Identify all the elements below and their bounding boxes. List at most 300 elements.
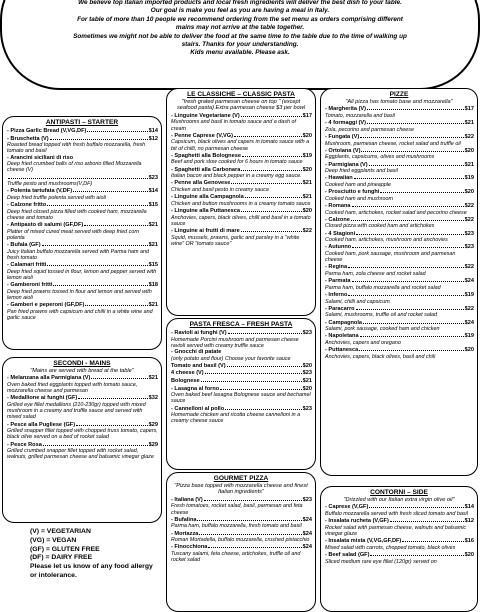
menu-item-price: $23 bbox=[302, 370, 312, 377]
dot-leader bbox=[199, 530, 301, 535]
menu-item-price: $15 bbox=[148, 262, 158, 269]
menu-item-name: 4 cheese (V) bbox=[171, 370, 204, 377]
dot-leader bbox=[73, 187, 148, 192]
menu-item-name: - Gamberi e peperoni (GF,DF) bbox=[7, 302, 85, 309]
menu-item-name: - Caprese (V,GF) bbox=[325, 504, 369, 511]
menu-item-name: - Autunno bbox=[325, 244, 352, 251]
menu-item-price: $23 bbox=[302, 496, 312, 503]
menu-item-price: $21 bbox=[148, 375, 158, 382]
menu-item-name: - Pesce Rosa bbox=[7, 441, 42, 448]
pizze-subtitle: "All pizza has tomato base and mozzarella" bbox=[345, 99, 453, 105]
menu-item-name: - Puttanesca bbox=[325, 347, 359, 354]
gourmet-section bbox=[166, 472, 316, 612]
menu-item-price: $14 bbox=[148, 128, 158, 134]
menu-item-name: - Penne Caprese (V,VG) bbox=[171, 132, 233, 139]
menu-item-name: - Spaghetti alla Carbonara bbox=[171, 166, 241, 173]
menu-item-description: Mixed salad with carrots, chopped tomato, black olives bbox=[325, 544, 456, 551]
menu-item-price: $14 bbox=[464, 504, 474, 511]
menu-item-price: $24 bbox=[302, 544, 312, 551]
dot-leader bbox=[369, 161, 464, 166]
menu-item bbox=[325, 291, 474, 299]
menu-item bbox=[171, 496, 312, 504]
dot-leader bbox=[85, 301, 147, 306]
menu-item bbox=[325, 161, 474, 169]
menu-item-description: Parma ham, buffalo mozzarella, fresh tomato and basil bbox=[171, 523, 302, 530]
secondi-title: SECONDI - MAINS bbox=[53, 360, 111, 367]
menu-item bbox=[171, 179, 312, 187]
menu-item-name: - Insalata mista (V,VG,GF,DF) bbox=[325, 538, 402, 545]
menu-item-name: - Linguine alla Campagnola bbox=[171, 194, 244, 201]
menu-item-price: $19 bbox=[302, 152, 312, 159]
menu-item-description: Roman Mortadella, buffalo mozzarella, crushed pistacchio bbox=[171, 537, 310, 544]
menu-item-price: $22 bbox=[302, 228, 312, 234]
menu-item-name: - Linguine alla Puttanesca bbox=[171, 208, 241, 214]
menu-item-price: $24 bbox=[302, 530, 312, 537]
menu-item-description: Cooked ham, artichokes, rocket salad and pecorino cheese bbox=[325, 209, 467, 216]
menu-item bbox=[7, 187, 158, 195]
intro-lines bbox=[0, 0, 480, 58]
menu-item bbox=[325, 332, 474, 340]
pizze-list bbox=[321, 105, 477, 360]
menu-item-description: Deep fried prawns tossed in flour and lemon and served with lemon aioli bbox=[7, 288, 152, 301]
menu-item-description: Parma ham, zola cheese and rocket salad bbox=[325, 270, 426, 277]
dot-leader bbox=[241, 207, 302, 212]
secondi-section bbox=[2, 357, 162, 523]
dot-leader bbox=[225, 405, 302, 410]
menu-item-name: - Campagnola bbox=[325, 319, 362, 326]
dot-leader bbox=[356, 305, 464, 310]
menu-item bbox=[325, 202, 474, 210]
fresca-title: PASTA FRESCA – FRESH PASTA bbox=[189, 321, 293, 328]
menu-item-price: $12 bbox=[148, 135, 158, 142]
menu-item-price: $20 bbox=[464, 552, 474, 558]
menu-item-name: - Italiana (V) bbox=[171, 496, 203, 503]
menu-item-description: Parma ham, buffalo mozzarella and rocket salad bbox=[325, 284, 441, 291]
menu-item-price: $17 bbox=[302, 112, 312, 119]
menu-item bbox=[325, 105, 474, 113]
menu-item bbox=[7, 241, 158, 249]
menu-item bbox=[171, 207, 312, 215]
menu-item-price: $20 bbox=[302, 208, 312, 214]
menu-item-description: Capsicum, black olives and capers in tomato sauce with a bit of chilli, no parmesan cheese bbox=[171, 139, 310, 152]
menu-item-price: $16 bbox=[464, 538, 474, 545]
pizze-section bbox=[320, 88, 478, 476]
intro-line: mains may not arrive at the table together. bbox=[175, 24, 305, 32]
menu-item-description: Chicken and basil pesto in creamy sauce bbox=[171, 187, 269, 193]
menu-item bbox=[171, 369, 312, 377]
menu-item-name: - Medallione ai funghi (GF) bbox=[7, 395, 78, 402]
menu-item-name: - Calzone bbox=[325, 216, 350, 223]
dot-leader bbox=[53, 281, 147, 286]
menu-item-description: Buffalo mozzarella served with fresh sliced tomato and basil bbox=[325, 511, 468, 517]
dot-leader bbox=[369, 503, 463, 508]
menu-item-price: $17 bbox=[464, 106, 474, 113]
dot-leader bbox=[245, 193, 302, 198]
menu-item-description: Platter of mixed cured meat served with deep fried corn polenta bbox=[7, 228, 140, 241]
menu-item-name: - Pizza Garlic Bread (V,VG,DF) bbox=[7, 128, 87, 134]
dot-leader bbox=[234, 132, 302, 137]
dot-leader bbox=[227, 362, 302, 367]
menu-item-name: - Linguine ai frutti di mare bbox=[171, 228, 240, 234]
menu-item bbox=[171, 329, 312, 337]
dot-leader bbox=[78, 394, 147, 399]
menu-item-name: - Cannelloni al pollo bbox=[171, 405, 225, 412]
menu-item-price: $23 bbox=[302, 330, 312, 336]
menu-item-price: $21 bbox=[148, 242, 158, 249]
menu-item-name: - Beef salad (GF) bbox=[325, 552, 370, 558]
antipasti-list bbox=[3, 127, 161, 321]
dot-leader bbox=[351, 216, 464, 221]
dot-leader bbox=[380, 188, 463, 193]
dot-leader bbox=[204, 496, 302, 501]
menu-item-name: - Insalata rucheta (V,GF) bbox=[325, 518, 389, 525]
menu-item-description: Sliced medium rare eye fillet (120gr) served on bbox=[325, 558, 437, 565]
dot-leader bbox=[363, 319, 464, 324]
menu-item-price: $24 bbox=[302, 516, 312, 523]
menu-item-description: Grilled eye fillet medallions (210-230gr) topped with mixed mushroom in a creamy and truffle sauce and served with mixed salad bbox=[7, 402, 146, 421]
dot-leader bbox=[352, 243, 463, 248]
menu-item-description: Anchovies, capers and oregano bbox=[325, 339, 401, 346]
dot-leader bbox=[43, 441, 148, 446]
menu-item-description: Juicy Italian buffalo mozzarella served with Parma ham and fresh tomato bbox=[7, 248, 150, 261]
menu-item-description: Tomato, mozzarella and basil bbox=[325, 113, 395, 119]
menu-item-name: - Antipasto di salumi (GF,DF) bbox=[7, 222, 84, 229]
menu-item-price: $20 bbox=[302, 362, 312, 369]
menu-item-name: - Parmigiana (V) bbox=[325, 161, 368, 168]
menu-item-name: Tomato and basil (V) bbox=[171, 362, 226, 369]
menu-item-price: $29 bbox=[148, 421, 158, 428]
menu-item-description: Mushrooms and basil in tomato sauce and a dash of cream bbox=[171, 119, 296, 132]
menu-item-description: Homemade Porcini mushroom and parmesan cheese ravioli served with creamy truffle sauce bbox=[171, 336, 299, 349]
menu-item bbox=[325, 147, 474, 155]
menu-item-price: $24 bbox=[464, 319, 474, 326]
menu-item-description: Mushroom, parmesan cheese, rocket salad and truffle oil bbox=[325, 140, 461, 147]
menu-item bbox=[171, 516, 312, 524]
menu-item-name: - Linguine Vegetariane (V) bbox=[171, 112, 240, 119]
menu-item-description: Roasted bread topped with fresh buffalo mozzarella, fresh tomato and basil bbox=[7, 142, 146, 155]
menu-item bbox=[171, 385, 312, 393]
dot-leader bbox=[208, 543, 301, 548]
pizze-title: PIZZE bbox=[389, 91, 409, 98]
menu-item-price: $21 bbox=[148, 302, 158, 309]
legend-line: or intolerance. bbox=[30, 571, 77, 579]
menu-item-description: Pan fried prawns with capsicum and chilli in a white wine and garlic sauce bbox=[7, 308, 153, 321]
contorni-subtitle: "Drizzled with our Italian extra virgin olive oil" bbox=[343, 497, 455, 503]
menu-item-price: $21 bbox=[302, 194, 312, 201]
dot-leader bbox=[241, 227, 302, 232]
menu-item bbox=[325, 277, 474, 285]
menu-item-description: Deep fried eggplants and basil bbox=[325, 168, 398, 175]
menu-item bbox=[325, 346, 474, 354]
menu-item-price: $22 bbox=[464, 134, 474, 140]
menu-item bbox=[7, 301, 158, 309]
antipasti-section bbox=[2, 116, 162, 350]
legend-line: (GF) = GLUTEN FREE bbox=[30, 545, 100, 553]
dot-leader bbox=[360, 332, 464, 337]
menu-item-description: Deep fried closed pizza filled with cooked ham, mozzarella cheese and tomato bbox=[7, 208, 147, 221]
menu-item-price: $18 bbox=[148, 282, 158, 289]
menu-item-price: $20 bbox=[464, 189, 474, 196]
menu-item-description: Cooked ham and pineapple bbox=[325, 181, 391, 188]
menu-item-description: Closed pizza with cooked ham and artichokes bbox=[325, 223, 435, 230]
dot-leader bbox=[356, 230, 464, 235]
menu-item bbox=[171, 227, 312, 235]
intro-line: stairs. Thanks for your understanding. bbox=[181, 41, 299, 49]
menu-item-price: $19 bbox=[464, 333, 474, 340]
dot-leader bbox=[42, 241, 148, 246]
menu-item-name: - Melanzana alla Parmigiana (V) bbox=[7, 375, 91, 382]
menu-item bbox=[7, 394, 158, 402]
menu-item-description: Zola, pecorino and parmesan cheese bbox=[325, 126, 415, 133]
menu-item-name: - Ortolana (V) bbox=[325, 147, 361, 154]
classiche-section bbox=[166, 88, 316, 316]
menu-item bbox=[7, 127, 158, 135]
menu-item-name: - 4 formaggi (V) bbox=[325, 120, 367, 127]
menu-item bbox=[7, 374, 158, 382]
menu-item-price: $22 bbox=[464, 202, 474, 209]
gourmet-title: GOURMET PIZZA bbox=[213, 475, 269, 482]
menu-item-price: $22 bbox=[464, 305, 474, 312]
dot-leader bbox=[50, 135, 148, 140]
menu-item bbox=[7, 281, 158, 289]
menu-item bbox=[325, 305, 474, 313]
menu-item bbox=[171, 349, 312, 356]
menu-item-description: Eggplants, capsicums, olives and mushrooms bbox=[325, 154, 435, 161]
menu-item-price: $21 bbox=[464, 120, 474, 127]
menu-item bbox=[7, 155, 158, 162]
menu-item bbox=[7, 261, 158, 269]
menu-item bbox=[7, 174, 158, 182]
menu-item-price: $19 bbox=[464, 175, 474, 182]
dot-leader bbox=[91, 374, 147, 379]
menu-item-description: Chicken and button mushrooms in a creamy tomato sauce bbox=[171, 200, 311, 207]
dot-leader bbox=[197, 516, 301, 521]
fresca-section bbox=[166, 318, 316, 470]
dot-leader bbox=[402, 537, 463, 542]
menu-item-description: Italian bacon and black pepper in a creamy egg sauce. bbox=[171, 173, 302, 180]
menu-item bbox=[171, 543, 312, 551]
menu-item-name: - Inferno bbox=[325, 291, 348, 298]
dot-leader bbox=[361, 147, 463, 152]
dot-leader bbox=[201, 377, 302, 382]
legend-line: (VG) = VEGAN bbox=[30, 536, 77, 544]
menu-item-price: $23 bbox=[464, 244, 474, 251]
menu-item-name: - Penne alla Genovese bbox=[171, 180, 231, 187]
menu-item bbox=[325, 517, 474, 525]
menu-item-price: $14 bbox=[148, 188, 158, 195]
menu-item-description: Truffle pesto and mushrooms(V,DF) bbox=[7, 181, 93, 188]
dot-leader bbox=[47, 261, 147, 266]
dot-leader bbox=[352, 277, 464, 282]
menu-item bbox=[325, 174, 474, 182]
menu-item-name: - Bufalina bbox=[171, 516, 197, 523]
fresca-list bbox=[167, 329, 315, 425]
menu-item-name: - Pesce alla Pugliese (GF) bbox=[7, 421, 76, 428]
menu-item-price: $21 bbox=[464, 161, 474, 168]
dot-leader bbox=[348, 291, 463, 296]
menu-item-name: - Bruschetta (V) bbox=[7, 135, 49, 142]
dot-leader bbox=[228, 329, 302, 334]
dot-leader bbox=[354, 174, 464, 179]
menu-item-name: - Calzone fritto bbox=[7, 202, 47, 209]
menu-item bbox=[7, 201, 158, 209]
intro-line: We believe top italian imported products and local fresh ingredients will deliver the best dish to your table. bbox=[78, 0, 402, 6]
menu-item-price: $15 bbox=[148, 202, 158, 209]
dot-leader bbox=[352, 202, 464, 207]
contorni-title: CONTORNI – SIDE bbox=[370, 489, 428, 496]
legend-line: Please let us know of any food allergy bbox=[30, 563, 153, 571]
dot-leader bbox=[205, 369, 302, 374]
menu-item bbox=[171, 166, 312, 174]
classiche-title: LE CLASSICHE – CLASSIC PASTA bbox=[187, 91, 295, 98]
intro-line: Sometimes we might not be able to deliver the food at the same time to the table due to the time of walking up bbox=[73, 32, 407, 40]
contorni-list bbox=[321, 503, 477, 564]
menu-item-price: $22 bbox=[464, 264, 474, 271]
menu-item-price: $23 bbox=[148, 174, 158, 181]
menu-item-description: Salami, pork sausage, cooked ham and chicken bbox=[325, 326, 440, 333]
menu-item-name: - Paracarro bbox=[325, 305, 355, 312]
menu-item-name: - Hawaiian bbox=[325, 175, 353, 182]
menu-item-description: Cooked ham, artichokes, mushroom and anchovies bbox=[325, 237, 448, 244]
intro-line: Our goal is make you feel as you are having a meal in Italy. bbox=[150, 7, 330, 15]
menu-item bbox=[171, 193, 312, 201]
menu-item-description: (only potato and flour) Choose your favorite sauce bbox=[171, 355, 291, 362]
menu-item-price: $21 bbox=[302, 180, 312, 187]
menu-item-name: - 4 Stagioni bbox=[325, 230, 356, 237]
legend-line: (V) = VEGETARIAN bbox=[30, 528, 91, 535]
menu-item bbox=[325, 133, 474, 141]
menu-item bbox=[325, 216, 474, 224]
dot-leader bbox=[47, 201, 148, 206]
menu-item-description: Deep fried truffle polenta served with aioli bbox=[7, 194, 106, 201]
dot-leader bbox=[242, 152, 302, 157]
menu-item bbox=[325, 503, 474, 511]
menu-item-name: - Regina bbox=[325, 264, 348, 271]
menu-item-name: - Margherita (V) bbox=[325, 106, 367, 113]
dot-leader bbox=[220, 385, 301, 390]
menu-item bbox=[325, 551, 474, 559]
menu-item-name: - Gnocchi di patate bbox=[171, 349, 222, 355]
menu-item-name: - Prosciutto e funghi bbox=[325, 189, 380, 196]
menu-item-description: Tuscany salami, feta cheese, artichokes, truffle oil and rocket salad bbox=[171, 551, 301, 564]
menu-item-name: - Parmata bbox=[325, 278, 351, 285]
menu-item-name: - Lasagna al forno bbox=[171, 385, 220, 392]
menu-item-price: $12 bbox=[464, 518, 474, 525]
menu-item-description: Beef and pork slow cooked for 6 hours in tomato sauce bbox=[171, 159, 303, 166]
legend-line: (DF) = DAIRY FREE bbox=[30, 554, 93, 562]
dot-leader bbox=[390, 517, 464, 522]
menu-item-price: $22 bbox=[464, 216, 474, 223]
dot-leader bbox=[367, 105, 464, 110]
antipasti-title: ANTIPASTI – STARTER bbox=[45, 119, 119, 126]
classiche-list bbox=[167, 112, 315, 247]
menu-item bbox=[7, 221, 158, 229]
dot-leader bbox=[241, 166, 301, 171]
menu-item bbox=[171, 530, 312, 538]
gourmet-list bbox=[167, 496, 315, 564]
menu-item bbox=[325, 230, 474, 238]
menu-item-description: Deep fried squid tossed in flour, lemon and pepper served with lemon aioli bbox=[7, 268, 157, 281]
menu-item-price: $23 bbox=[464, 230, 474, 237]
dot-leader bbox=[87, 127, 147, 132]
menu-item-name: - Calamari fritti bbox=[7, 262, 47, 269]
menu-item-description: Deep fried crumbed balls of riso arborio filled Mozzarella cheese (V) bbox=[7, 161, 142, 174]
menu-item-description: Salami, mushrooms, truffle oil and rocket salad bbox=[325, 312, 438, 319]
dot-leader bbox=[76, 421, 148, 426]
menu-item-description: Oven baked fried eggplants topped with tomato sauce, mozzarella cheese and parmesan bbox=[7, 382, 138, 395]
gourmet-subtitle: "Pizza base topped with mozzarella cheese and finest Italian ingredients" bbox=[174, 483, 308, 496]
menu-item-price: $29 bbox=[148, 441, 158, 448]
menu-item-description: Grilled crumbed snapper fillet topped with rocket salad, walnuts, grilled parmesan cheese and balsamic vinegar glaze bbox=[7, 448, 154, 461]
dot-leader bbox=[367, 119, 464, 124]
menu-item bbox=[7, 441, 158, 449]
menu-item bbox=[171, 377, 312, 385]
menu-item-price: $19 bbox=[464, 291, 474, 298]
menu-item-description: Squid, mussels, prawns, garlic and parsley in a "white wine" OR "tomato sauce" bbox=[171, 234, 300, 247]
menu-item-price: $20 bbox=[302, 166, 312, 173]
dot-leader bbox=[348, 263, 464, 268]
menu-item-description: Rocket salad with parmesan cheese, walnuts and balsamic vinegar glaze bbox=[325, 524, 467, 537]
menu-item-price: $21 bbox=[148, 222, 158, 229]
dot-leader bbox=[241, 112, 302, 117]
menu-item bbox=[7, 421, 158, 429]
allergen-legend bbox=[30, 528, 153, 581]
secondi-subtitle: "Mains are served with bread at the table" bbox=[30, 368, 134, 374]
menu-item-price: $23 bbox=[302, 405, 312, 412]
intro-line: Kids menu available. Please ask. bbox=[190, 49, 290, 57]
menu-item-name: - Polenta tartufata (V,DF) bbox=[7, 188, 73, 195]
menu-item-name: - Ravioli ai funghi (V) bbox=[171, 330, 227, 336]
menu-item bbox=[171, 112, 312, 120]
menu-item bbox=[7, 135, 158, 143]
menu-item bbox=[325, 119, 474, 127]
menu-item-name: - Mortazza bbox=[171, 530, 199, 537]
classiche-subtitle: "fresh grated parmesan cheese on top " (except seafood pasta) Extra parmesan cheese $3 per bowl bbox=[176, 99, 306, 112]
dot-leader bbox=[8, 174, 148, 179]
menu-item-name: - Romana bbox=[325, 202, 351, 209]
menu-item-name: Bolognese bbox=[171, 377, 200, 384]
secondi-list bbox=[3, 374, 161, 460]
menu-item-price: $20 bbox=[302, 132, 312, 139]
dot-leader bbox=[370, 551, 463, 556]
contorni-section bbox=[320, 486, 478, 612]
menu-item-name: - Napoletana bbox=[325, 333, 359, 340]
dot-leader bbox=[84, 221, 147, 226]
menu-item-price: $21 bbox=[302, 377, 312, 384]
menu-item-price: $20 bbox=[464, 147, 474, 154]
menu-item-name: - Gamberoni fritti bbox=[7, 282, 53, 289]
menu-item bbox=[171, 362, 312, 370]
menu-item bbox=[171, 132, 312, 140]
menu-item-description: Cooked ham and mushroom bbox=[325, 195, 394, 202]
menu-item bbox=[325, 537, 474, 545]
intro-notice bbox=[0, 0, 480, 89]
intro-line: For table of more than 10 people we recommend ordering from the set menu as orders comprising different bbox=[77, 15, 403, 23]
menu-item bbox=[325, 188, 474, 196]
menu-item bbox=[325, 319, 474, 327]
dot-leader bbox=[359, 346, 463, 351]
menu-item-name: - Finocchiona bbox=[171, 544, 208, 551]
menu-item-description: Anchovies, capers, black olives, chilli and basil in a tomato sauce bbox=[171, 214, 311, 227]
menu-item-description: Salami, chilli and capsicum bbox=[325, 298, 390, 305]
menu-item bbox=[325, 263, 474, 271]
menu-item bbox=[325, 243, 474, 251]
menu-item-name: - Arancini siciliani di riso bbox=[7, 154, 74, 161]
menu-item bbox=[171, 405, 312, 413]
dot-leader bbox=[360, 133, 463, 138]
menu-item-price: $32 bbox=[148, 395, 158, 402]
menu-item-description: Cooked ham, pork sausage, mushroom and parmesan cheese bbox=[325, 250, 456, 264]
